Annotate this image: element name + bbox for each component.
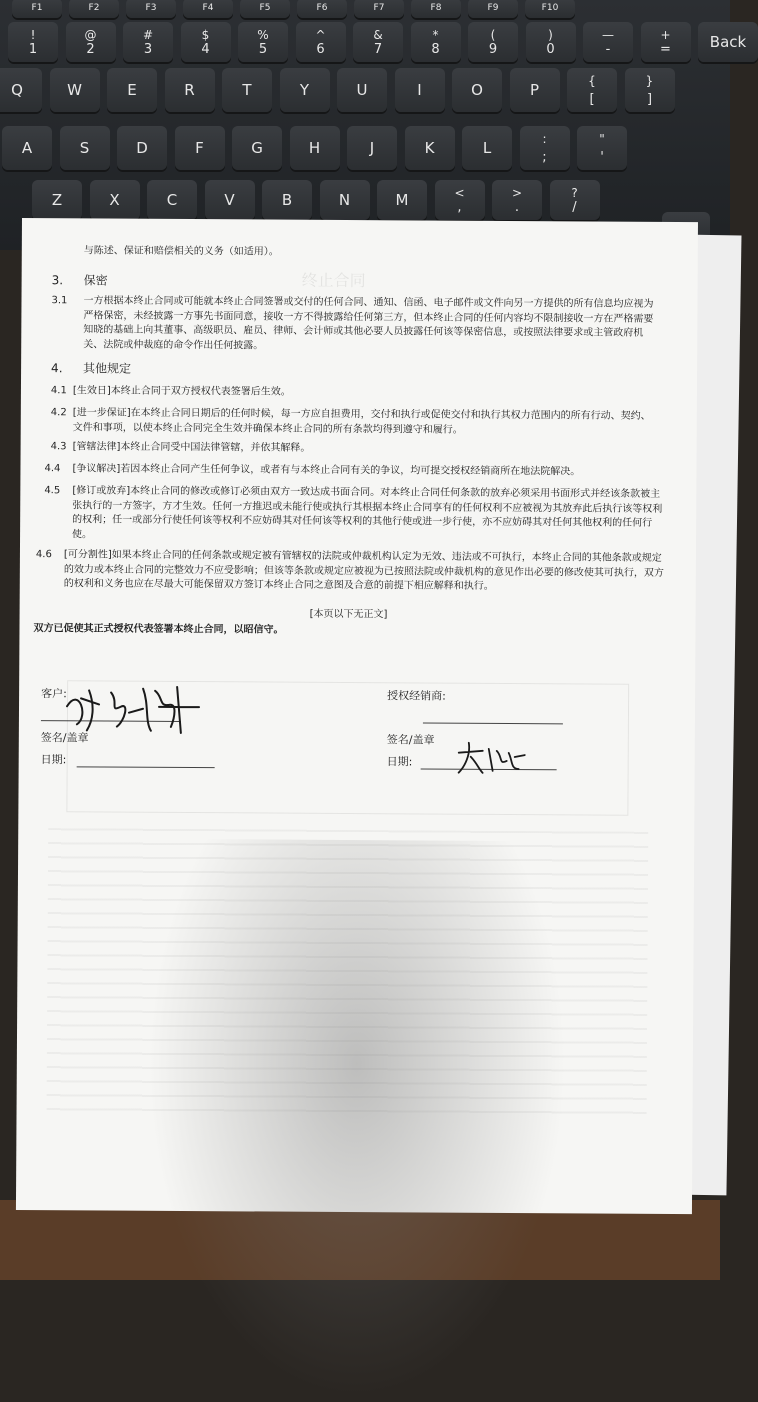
clause-4-2-text: [进一步保证]在本终止合同日期后的任何时候，每一方应自担费用，交付和执行或促使交付和执行其权力范围内的所有行动、契约、文件和事项，以使本终止合同完全生效并确保本终止合同的所有条款均得到遵守和履行。 (72, 407, 651, 436)
key-main-label: , (457, 200, 462, 215)
clause-4-2-number: 4.2 (50, 407, 67, 419)
key-shift-label: ? (571, 186, 578, 200)
key-main-label: 8 (431, 42, 440, 57)
clause-3-1-text: 一方根据本终止合同或可能就本终止合同签署或交付的任何合同、通知、信函、电子邮件或文件向另一方提供的所有信息均应视为严格保密，未经披露一方事先书面同意，接收一方不得披露给任何第三方，但本终止合同的任何内容均不限制接收一方在严格需要知晓的基础上向其董事、高级职员、雇员、律师、会计师或其他必要人员披露任何该等保密信息，或按照法律要求或主管政府机关、法院或仲裁庭的命令作出任何披露。 (83, 295, 654, 351)
key-0 (8, 22, 58, 62)
show-through-text-block (47, 828, 649, 1122)
key-f7: F7 (354, 0, 404, 18)
key-shift-label: " (599, 132, 605, 146)
key-r: R (165, 68, 215, 112)
key-shift-label: < (454, 186, 465, 200)
dealer-date-label: 日期: (386, 755, 413, 769)
key-main-label: ] (646, 92, 653, 107)
section-3-title: 保密 (83, 273, 108, 288)
key-main-label: 4 (201, 42, 210, 57)
customer-sign-label: 签名/盖章 (40, 731, 89, 745)
clause-4-4-text: [争议解决]若因本终止合同产生任何争议，或者有与本终止合同有关的争议，均可提交授权经销商所在地法院解决。 (72, 463, 581, 478)
key-main-label: - (605, 42, 611, 57)
key-3 (181, 22, 231, 62)
key-11 (641, 22, 691, 62)
clause-4-4-number: 4.4 (44, 463, 61, 475)
key-shift-label: $ (201, 28, 210, 42)
key-6 (353, 22, 403, 62)
key-punct-z8 (492, 180, 542, 220)
key-punct-10 (577, 126, 627, 170)
key-q: Q (0, 68, 42, 112)
section-4-number: 4. (51, 361, 63, 376)
section-3-number: 3. (51, 273, 64, 288)
key-l: L (462, 126, 512, 170)
key-g: G (232, 126, 282, 170)
key-f5: F5 (240, 0, 290, 18)
key-shift-label: ! (30, 28, 36, 42)
key-u: U (337, 68, 387, 112)
key-shift-label: * (432, 28, 439, 42)
key-main-label: 5 (258, 42, 268, 57)
contract-page (16, 218, 698, 1214)
key-main-label: . (514, 200, 520, 215)
clause-4-3-number: 4.3 (50, 441, 67, 453)
key-c: C (147, 180, 197, 220)
key-shift-label: ^ (315, 28, 326, 42)
key-punct-z7 (435, 180, 485, 220)
key-shift-label: ( (490, 28, 496, 42)
key-d: D (117, 126, 167, 170)
section-4-title: 其他规定 (83, 361, 132, 376)
key-t: T (222, 68, 272, 112)
clause-4-6-text: [可分割性]如果本终止合同的任何条款或规定被有管辖权的法院或仲裁机构认定为无效、违法或不可执行，本终止合同的其他条款或规定的效力或本终止合同的完整效力不应受影响；但该等条款或规定应被视为已按照法院或仲裁机构的意见作出必要的修改使其可执行，双方的权利和义务也应在尽最大可能保留双方签订本终止合同之意图及合意的前提下相应解释和执行。 (63, 549, 664, 592)
key-backspace: Back (698, 22, 758, 62)
key-f6: F6 (297, 0, 347, 18)
key-k: K (405, 126, 455, 170)
key-9 (526, 22, 576, 62)
key-main-label: 0 (546, 42, 555, 57)
key-p: P (510, 68, 560, 112)
key-f1: F1 (12, 0, 62, 18)
key-i: I (395, 68, 445, 112)
clause-4-6-number: 4.6 (35, 549, 52, 561)
key-e: E (107, 68, 157, 112)
key-x: X (90, 180, 140, 220)
key-f: F (175, 126, 225, 170)
key-shift-label: : (542, 132, 547, 146)
key-punct-z9 (550, 180, 600, 220)
key-5 (296, 22, 346, 62)
key-f9: F9 (468, 0, 518, 18)
key-n: N (320, 180, 370, 220)
key-shift-label: % (257, 28, 269, 42)
key-bracket-11 (625, 68, 675, 112)
key-o: O (452, 68, 502, 112)
key-shift-label: ) (548, 28, 553, 42)
clause-3-1-number: 3.1 (51, 295, 68, 307)
customer-label: 客户: (41, 687, 67, 701)
key-shift-label: & (373, 28, 383, 42)
show-through-table (66, 680, 629, 815)
dealer-sign-label: 签名/盖章 (386, 733, 435, 747)
no-text-below-note: [本页以下无正文] (309, 608, 388, 621)
key-shift-label: } (645, 74, 654, 88)
key-main-label: 2 (86, 42, 95, 57)
key-shift-label: — (602, 28, 614, 42)
customer-date-label: 日期: (40, 753, 67, 767)
key-f8: F8 (411, 0, 461, 18)
key-shift-label: > (511, 186, 523, 200)
key-main-label: [ (589, 92, 595, 107)
clause-4-5-text: [修订或放弃]本终止合同的修改或修订必须由双方一致达成书面合同。对本终止合同任何条款的放弃必须采用书面形式并经该条款被主张执行的一方签字，方才生效。任何一方推迟或未能行使或执行其根据本终止合同享有的任何权利不应被视为其放弃此后执行该等权利的权利；任一或部分行使任何该等权利不应妨碍其对任何该等权利的其他行使或进一步行使，亦不应妨碍其对任何其他权利的任何行使。 (72, 485, 663, 540)
key-shift-label: # (142, 28, 154, 42)
key-f4: F4 (183, 0, 233, 18)
key-main-label: ' (600, 150, 604, 165)
key-shift-label: @ (84, 28, 97, 42)
clause-4-1-number: 4.1 (50, 385, 67, 397)
key-f3: F3 (126, 0, 176, 18)
key-2 (123, 22, 173, 62)
key-z: Z (32, 180, 82, 220)
key-7 (411, 22, 461, 62)
key-v: V (205, 180, 255, 220)
key-j: J (347, 126, 397, 170)
key-main-label: = (660, 42, 671, 57)
key-f10: F10 (525, 0, 575, 18)
key-a: A (2, 126, 52, 170)
show-through-title: 终止合同 (301, 270, 366, 291)
key-y: Y (280, 68, 330, 112)
key-s: S (60, 126, 110, 170)
key-main-label: ; (542, 150, 547, 165)
key-main-label: 7 (373, 42, 383, 57)
key-f2: F2 (69, 0, 119, 18)
key-4 (238, 22, 288, 62)
key-bracket-10 (567, 68, 617, 112)
clause-4-1-text: [生效日]本终止合同于双方授权代表签署后生效。 (72, 385, 291, 398)
key-h: H (290, 126, 340, 170)
key-w: W (50, 68, 100, 112)
key-1 (66, 22, 116, 62)
key-punct-9 (520, 126, 570, 170)
key-main-label: 9 (488, 42, 498, 57)
key-main-label: 6 (316, 42, 325, 57)
top-line: 与陈述、保证和赔偿相关的义务（如适用）。 (83, 245, 279, 258)
key-m: M (377, 180, 427, 220)
key-main-label: 1 (28, 42, 38, 57)
key-b: B (262, 180, 312, 220)
clause-4-5-number: 4.5 (44, 485, 61, 497)
key-main-label: 3 (143, 42, 153, 57)
key-main-label: / (572, 200, 577, 215)
key-10 (583, 22, 633, 62)
witness-clause: 双方已促使其正式授权代表签署本终止合同，以昭信守。 (33, 623, 284, 636)
key-8 (468, 22, 518, 62)
keyboard (0, 0, 747, 250)
key-shift-label: { (588, 74, 596, 88)
clause-4-3-text: [管辖法律]本终止合同受中国法律管辖，并依其解释。 (72, 441, 311, 454)
dealer-label: 授权经销商: (387, 689, 446, 703)
key-shift-label: + (660, 28, 671, 42)
